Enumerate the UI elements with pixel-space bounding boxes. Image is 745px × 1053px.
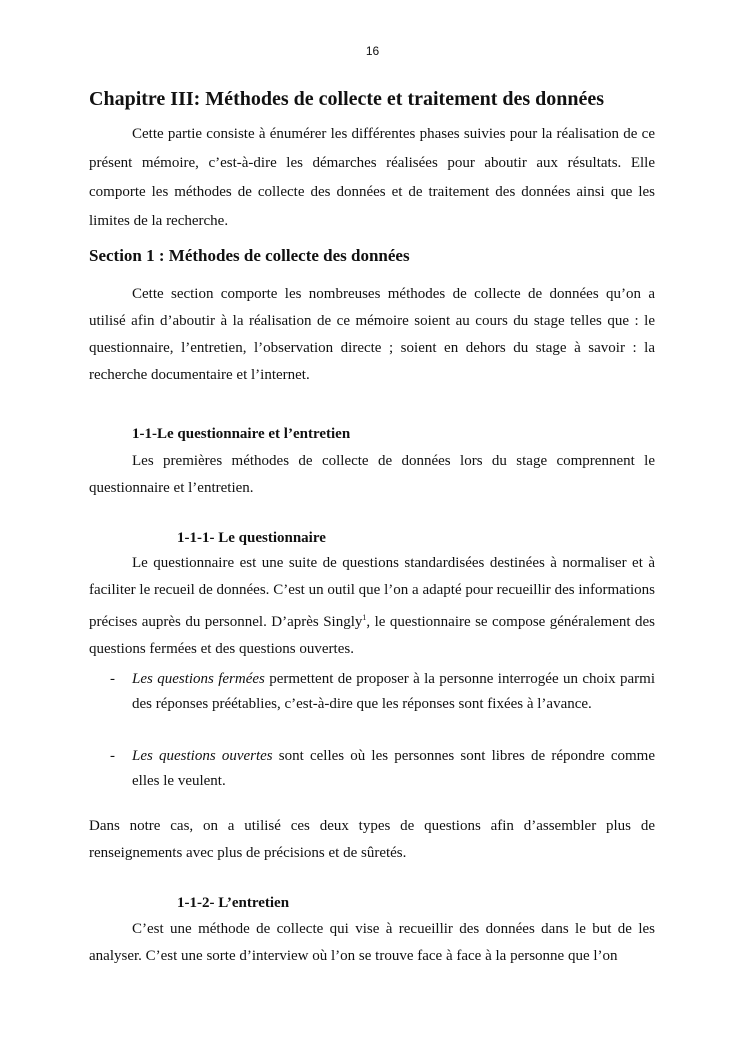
bullet-dash: - (110, 748, 115, 764)
subsection-1-1-1-title: 1-1-1- Le questionnaire (177, 530, 326, 546)
bullet-term: Les questions fermées (132, 671, 265, 687)
bullet-text: permettent de proposer à la personne interrogée un choix parmi des réponses préétablies, c’est-à-dire que les réponses sont fixées à l’avance. (132, 671, 655, 712)
intro-paragraph: Cette partie consiste à énumérer les différentes phases suivies pour la réalisation de ce présent mémoire, c’est-à-dire les démarches réalisées pour aboutir aux résultats. Elle comporte les méthodes de collecte des données et de traitement des données ainsi que les limites de la recherche. (89, 126, 655, 229)
section-1-paragraph: Cette section comporte les nombreuses méthodes de collecte de données qu’on a utilisé afin d’aboutir à la réalisation de ce mémoire soient au cours du stage telles que : le questionnaire, l’entretien, l’observation directe ; soient en dehors du stage à savoir : la recherche documentaire et l’internet. (89, 286, 655, 383)
bullet-item (110, 667, 655, 717)
section-1-title: Section 1 : Méthodes de collecte des données (89, 246, 410, 265)
bullet-term: Les questions ouvertes (132, 748, 273, 764)
subsection-1-1-1-paragraph (89, 550, 655, 663)
page-number: 16 (365, 44, 380, 58)
conclusion-paragraph: Dans notre cas, on a utilisé ces deux types de questions afin d’assembler plus de renseignements avec plus de précisions et de sûretés. (89, 818, 655, 861)
footnote-marker: 1 (362, 613, 367, 622)
chapter-title: Chapitre III: Méthodes de collecte et traitement des données (89, 88, 605, 110)
paragraph-text: , le questionnaire se compose généralement des questions fermées et des questions ouvertes. (89, 614, 655, 657)
subsection-1-1-2-paragraph: C’est une méthode de collecte qui vise à recueillir des données dans le but de les analyser. C’est une sorte d’interview où l’on se trouve face à face à la personne que l’on (89, 921, 655, 964)
bullet-item (110, 744, 655, 794)
subsection-1-1-2-title: 1-1-2- L’entretien (177, 895, 290, 911)
bullet-text: sont celles où les personnes sont libres de répondre comme elles le veulent. (132, 748, 655, 789)
subsection-1-1-paragraph: Les premières méthodes de collecte de données lors du stage comprennent le questionnaire et l’entretien. (89, 453, 655, 496)
subsection-1-1-title: 1-1-Le questionnaire et l’entretien (132, 426, 351, 442)
bullet-dash: - (110, 671, 115, 687)
paragraph-text: Le questionnaire est une suite de questions standardisées destinées à normaliser et à faciliter le recueil de données. C’est un outil que l’on a adapté pour recueillir des informations précises auprès du personnel. D’après Singly (89, 555, 655, 630)
